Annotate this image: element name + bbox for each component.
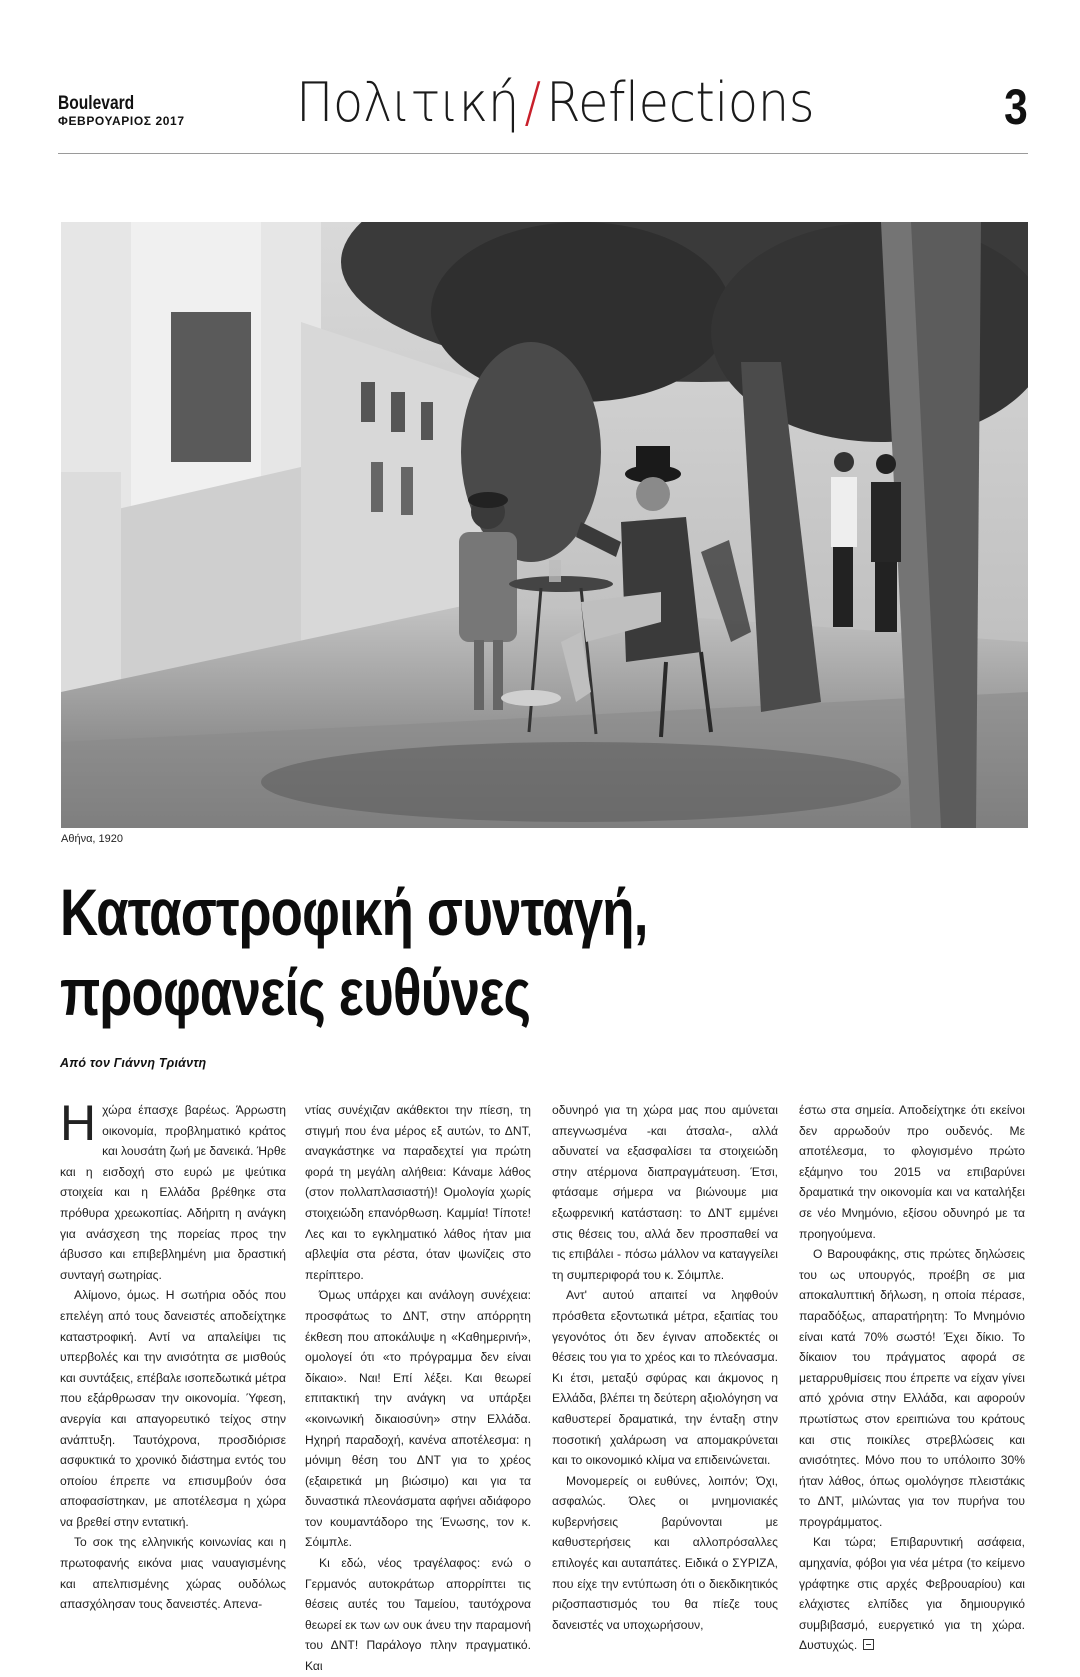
drop-cap: Η xyxy=(60,1095,97,1151)
article-column-4 xyxy=(799,1100,1025,1656)
section-title-greek: Πολιτική xyxy=(296,71,519,134)
paragraph-text: χώρα έπασχε βαρέως. Άρρωστη οικονομία, προβληματικό κράτος και λουσάτη ζωή με δανεικά. Ήρθε και η εισδοχή στο ευρώ με ψεύτικα στοιχεία και η Ελλάδα βρέθηκε στα πρόθυρα χρεωκοπίας. Αδήριτη η ανάγκη για ανάσχεση της πορείας προς την άβυσσο και επιβεβλημένη μια δραστική συνταγή σωτηρίας. xyxy=(60,1103,286,1282)
photo-caption: Αθήνα, 1920 xyxy=(61,833,124,845)
headline-line-1: Καταστροφική συνταγή, xyxy=(60,875,648,949)
masthead xyxy=(58,94,185,128)
article-column-3 xyxy=(552,1100,778,1635)
article-column-1 xyxy=(60,1095,286,1615)
paragraph: Κι εδώ, νέος τραγέλαφος: ενώ ο Γερμανός αυτοκράτωρ απορρίπτει τις θέσεις αυτές του Ταμείου, ταυτόχρονα θεωρεί εκ των ων ουκ άνευ την παραμονή του ΔΝΤ! Παράλογο πλην πραγματικό. Και xyxy=(305,1556,531,1674)
paragraph xyxy=(799,1532,1025,1656)
magazine-logo: Boulevard xyxy=(58,93,135,114)
paragraph: Ο Βαρουφάκης, στις πρώτες δηλώσεις του ως υπουργός, προέβη σε μια αποκαλυπτική δήλωση, η οποία πέρασε, παραδόξως, απαρατήρητη: Το Μνημόνιο είναι κατά 70% σωστό! Έχει δίκιο. Το δίκαιον του πράγματος αφορά σε μεταρρυθμίσεις που έπρεπε να είχαν γίνει από χρόνια στην Ελλάδα, και αφορούν πρωτίστως στον ερειπιώνα του κράτους και στις ποικίλες στρεβλώσεις και ανισότητες. Μόνο που το υπόλοιπο 30% ήταν λάθος, όπως ομολόγησε πλειστάκις το ΔΝΤ, μιλώντας για τον πυρήνα του προγράμματος. xyxy=(799,1247,1025,1529)
article-byline: Από τον Γιάννη Τριάντη xyxy=(60,1056,207,1070)
paragraph: έστω στα σημεία. Αποδείχτηκε ότι εκείνοι δεν αρρωδούν προ ουδενός. Με αποτέλεσμα, το φλογισμένο πρώτο εξάμηνο του 2015 να επιβαρύνει δραματικά την οικονομία και να καταλήξει σε νέο Μνημόνιο, εξίσου οδυνηρό με τα προηγούμενα. xyxy=(799,1103,1025,1241)
paragraph: Το σοκ της ελληνικής κοινωνίας και η πρωτοφανής εικόνα μιας ναυαγισμένης και απελπισμένης χώρας ουδόλως απασχόλησαν τους δανειστές. Απενα- xyxy=(60,1535,286,1612)
paragraph: Όμως υπάρχει και ανάλογη συνέχεια: προσφάτως το ΔΝΤ, στην απόρρητη έκθεση που αποκάλυψε η «Καθημερινή», ομολογεί ότι «το πρόγραμμα δεν είναι δίκαιο». Ναι! Επί λέξει. Και θεωρεί επιτακτική την ανάγκη να υπάρξει «κοινωνική δικαιοσύνη» στην Ελλάδα. Ηχηρή παραδοχή, κανένα αποτέλεσμα: η μόνιμη θέση του ΔΝΤ για το χρέος (εξαιρετικά μη βιώσιμο) και για τα δυναστικά πλεονάσματα αφήνει αδιάφορο τον κουμαντάδορο της Ένωσης, τον κ. Σόιμπλε. xyxy=(305,1288,531,1550)
article-headline xyxy=(60,872,828,1032)
paragraph-text: Και τώρα; Επιβαρυντική ασάφεια, αμηχανία, φόβοι για νέα μέτρα (το κείμενο γράφτηκε στις αρχές Φεβρουαρίου) και ελάχιστες ελπίδες για δημιουργικό συμβιβασμό, ευεργετικό για τη χώρα. Δυστυχώς. xyxy=(799,1535,1025,1653)
end-of-article-icon xyxy=(863,1639,874,1650)
paragraph: Αντ' αυτού απαιτεί να ληφθούν πρόσθετα εξοντωτικά μέτρα, εξαιτίας του γεγονότος ότι δεν έγιναν αποδεκτές οι θέσεις του για το χρέος και το πλεόνασμα. Κι έτσι, μεταξύ σφύρας και άκμονος η Ελλάδα, βλέπει τη δεύτερη αξιολόγηση να καθυστερεί δραματικά, την ένταξη στην ποσοτική χαλάρωση να απομακρύνεται και το οικονομικό κλίμα να επιδεινώνεται. xyxy=(552,1288,778,1468)
paragraph: ντίας συνέχιζαν ακάθεκτοι την πίεση, τη στιγμή που ένα μέρος εξ αυτών, το ΔΝΤ, αναγκάστηκε να παραδεχτεί για πρώτη φορά τη μεγάλη αλήθεια: Κάναμε λάθος (στον πολλαπλασιαστή)! Ομολογία χωρίς στοιχειώδη επανόρθωση. Καμμία! Τίποτε! Λες και το εγκληματικό λάθος ήταν μια αβλεψία στα ρέστα, όταν ψωνίζεις στο περίπτερο. xyxy=(305,1103,531,1282)
header-divider xyxy=(58,153,1028,154)
section-separator: / xyxy=(524,71,541,134)
paragraph xyxy=(60,1095,286,1285)
article-photo xyxy=(61,222,1028,828)
section-title-english: Reflections xyxy=(546,71,815,134)
section-title xyxy=(296,68,814,138)
headline-line-2: προφανείς ευθύνες xyxy=(60,955,531,1029)
paragraph: Αλίμονο, όμως. Η σωτήρια οδός που επελέγη από τους δανειστές αποδείχτηκε καταστροφική. Αντί να απαλείψει τις υπερβολές και την ανισότητα σε μισθούς και συντάξεις, επέβαλε ισοπεδωτικά μέτρα που εξάρθρωσαν την οικονομία. Ύφεση, ανεργία και απαγορευτικό τείχος στην ανάπτυξη. Ταυτόχρονα, προσδιόρισε ασφυκτικά το χρονικό διάστημα εντός του οποίου έπρεπε να επισυμβούν όσα αποφασίστηκαν, με αποτέλεσμα η χώρα να βρεθεί στην εντατική. xyxy=(60,1288,286,1529)
paragraph: οδυνηρό για τη χώρα μας που αμύνεται απεγνωσμένα -και άτσαλα-, αλλά αδυνατεί να εξασφαλίσει τα στοιχειώδη στην ατέρμονα διαπραγμάτευση. Έτσι, φτάσαμε σήμερα να βιώνουμε μια εξωφρενική κατάσταση: το ΔΝΤ εμμένει στις θέσεις του, αλλά δεν προσπαθεί να τις επιβάλει - πόσω μάλλον να καταγγείλει τη συμπεριφορά του κ. Σόιμπλε. xyxy=(552,1103,778,1282)
page-number: 3 xyxy=(1004,79,1028,135)
issue-date: ΦΕΒΡΟΥΑΡΙΟΣ 2017 xyxy=(58,114,185,128)
street-cafe-photo xyxy=(61,222,1028,828)
paragraph: Μονομερείς οι ευθύνες, λοιπόν; Όχι, ασφαλώς. Όλες οι μνημονιακές κυβερνήσεις βαρύνονται με καθυστερήσεις και αλλοπρόσαλλες επιλογές και αυταπάτες. Ειδικά ο ΣΥΡΙΖΑ, που είχε την εντύπωση ότι ο διεκδικητικός ριζοσπαστισμός του θα πίεζε τους δανειστές να υποχωρήσουν, xyxy=(552,1473,778,1632)
article-column-2 xyxy=(305,1100,531,1677)
